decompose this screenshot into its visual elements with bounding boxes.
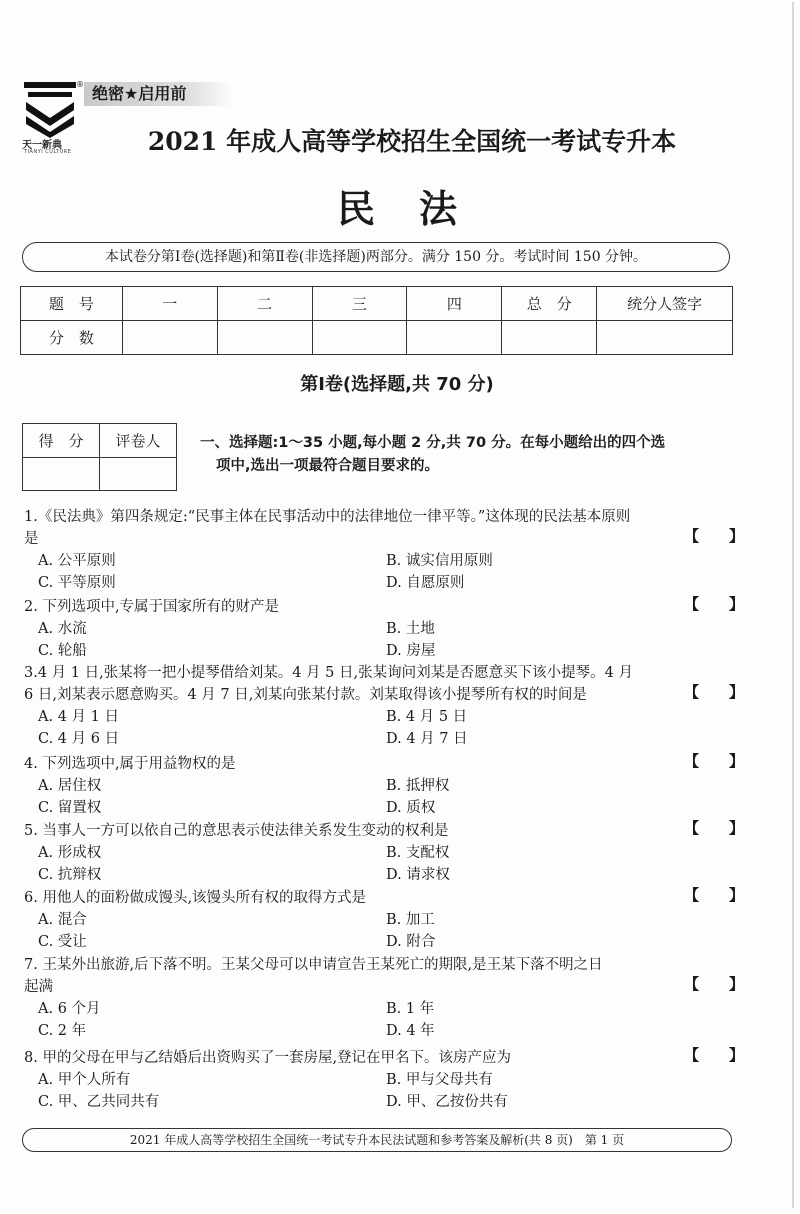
option-b[interactable]: B. 加工 bbox=[386, 912, 435, 928]
option-a[interactable]: A. 6 个月 bbox=[38, 1001, 101, 1017]
answer-bracket[interactable]: 【 】 bbox=[684, 1046, 745, 1064]
subject-title: 民法 bbox=[336, 187, 501, 231]
section-instructions-line1: 一、选择题:1～35 小题,每小题 2 分,共 70 分。在每小题给出的四个选 bbox=[200, 435, 666, 451]
question-stem: 3.4 月 1 日,张某将一把小提琴借给刘某。4 月 5 日,张某询问刘某是否愿意买下该小提琴。4 月 bbox=[24, 665, 633, 681]
grader-name-label: 评卷人 bbox=[100, 424, 177, 458]
option-c[interactable]: C. 平等原则 bbox=[38, 575, 116, 591]
option-b[interactable]: B. 支配权 bbox=[386, 845, 450, 861]
section-instructions bbox=[200, 432, 740, 478]
option-c[interactable]: C. 轮船 bbox=[38, 643, 87, 659]
score-cell[interactable] bbox=[597, 321, 733, 355]
option-c[interactable]: C. 4 月 6 日 bbox=[38, 731, 120, 747]
score-cell[interactable] bbox=[502, 321, 597, 355]
option-c[interactable]: C. 抗辩权 bbox=[38, 867, 102, 883]
option-a[interactable]: A. 4 月 1 日 bbox=[38, 709, 119, 725]
score-header-cell: 统分人签字 bbox=[597, 287, 733, 321]
question-stem: 7. 王某外出旅游,后下落不明。王某父母可以申请宣告王某死亡的期限,是王某下落不明之日 bbox=[24, 957, 603, 973]
question-stem: 1.《民法典》第四条规定:“民事主体在民事活动中的法律地位一律平等。”这体现的民法基本原则 bbox=[24, 509, 631, 525]
answer-bracket[interactable]: 【 】 bbox=[684, 683, 745, 701]
option-d[interactable]: D. 自愿原则 bbox=[386, 575, 465, 591]
score-header-cell: 题 号 bbox=[21, 287, 123, 321]
question-stem: 4. 下列选项中,属于用益物权的是 bbox=[24, 756, 236, 772]
option-a[interactable]: A. 居住权 bbox=[38, 778, 102, 794]
option-c[interactable]: C. 留置权 bbox=[38, 800, 102, 816]
answer-bracket[interactable]: 【 】 bbox=[684, 975, 745, 993]
question-stem: 2. 下列选项中,专属于国家所有的财产是 bbox=[24, 599, 280, 615]
option-a[interactable]: A. 形成权 bbox=[38, 845, 102, 861]
question-stem-cont: 6 日,刘某表示愿意购买。4 月 7 日,刘某向张某付款。刘某取得该小提琴所有权的时间是 bbox=[24, 687, 587, 703]
answer-bracket[interactable]: 【 】 bbox=[684, 752, 745, 770]
score-cell[interactable] bbox=[312, 321, 407, 355]
score-cell[interactable] bbox=[122, 321, 217, 355]
score-table bbox=[20, 286, 733, 355]
score-cell[interactable] bbox=[217, 321, 312, 355]
option-c[interactable]: C. 甲、乙共同共有 bbox=[38, 1094, 160, 1110]
question-stem: 6. 用他人的面粉做成馒头,该馒头所有权的取得方式是 bbox=[24, 890, 367, 906]
page-footer: 2021 年成人高等学校招生全国统一考试专升本民法试题和参考答案及解析(共 8 页) 第 1 页 bbox=[22, 1128, 732, 1152]
score-table-header-row bbox=[21, 287, 733, 321]
option-d[interactable]: D. 4 月 7 日 bbox=[386, 731, 468, 747]
question-stem-cont: 起满 bbox=[24, 979, 53, 995]
score-header-cell: 四 bbox=[407, 287, 502, 321]
exam-notice: 本试卷分第Ⅰ卷(选择题)和第Ⅱ卷(非选择题)两部分。满分 150 分。考试时间 150 分钟。 bbox=[22, 242, 730, 272]
option-d[interactable]: D. 房屋 bbox=[386, 643, 436, 659]
option-d[interactable]: D. 附合 bbox=[386, 934, 436, 950]
option-a[interactable]: A. 水流 bbox=[38, 621, 87, 637]
exam-title: 2021 年成人高等学校招生全国统一考试专升本 bbox=[147, 127, 677, 156]
question-stem-cont: 是 bbox=[24, 531, 39, 547]
volume-title: 第Ⅰ卷(选择题,共 70 分) bbox=[300, 374, 494, 395]
option-c[interactable]: C. 2 年 bbox=[38, 1023, 87, 1039]
answer-bracket[interactable]: 【 】 bbox=[684, 819, 745, 837]
question-stem: 5. 当事人一方可以依自己的意思表示使法律关系发生变动的权利是 bbox=[24, 823, 449, 839]
score-header-cell: 一 bbox=[122, 287, 217, 321]
option-d[interactable]: D. 请求权 bbox=[386, 867, 450, 883]
grader-name-cell[interactable] bbox=[100, 457, 177, 491]
score-row-label: 分 数 bbox=[21, 321, 123, 355]
score-header-cell: 三 bbox=[312, 287, 407, 321]
option-d[interactable]: D. 质权 bbox=[386, 800, 436, 816]
option-b[interactable]: B. 诚实信用原则 bbox=[386, 553, 493, 569]
logo-subtext: TIANYI CULTURE bbox=[24, 149, 72, 155]
question-stem: 8. 甲的父母在甲与乙结婚后出资购买了一套房屋,登记在甲名下。该房产应为 bbox=[24, 1050, 512, 1066]
exam-page bbox=[2, 2, 794, 1208]
option-b[interactable]: B. 抵押权 bbox=[386, 778, 450, 794]
option-a[interactable]: A. 混合 bbox=[38, 912, 87, 928]
answer-bracket[interactable]: 【 】 bbox=[684, 595, 745, 613]
option-b[interactable]: B. 甲与父母共有 bbox=[386, 1072, 493, 1088]
section-instructions-line2: 项中,选出一项最符合题目要求的。 bbox=[216, 458, 440, 474]
grader-score-cell[interactable] bbox=[23, 457, 100, 491]
score-table-value-row bbox=[21, 321, 733, 355]
score-header-cell: 总 分 bbox=[502, 287, 597, 321]
option-a[interactable]: A. 甲个人所有 bbox=[38, 1072, 131, 1088]
option-c[interactable]: C. 受让 bbox=[38, 934, 87, 950]
option-b[interactable]: B. 4 月 5 日 bbox=[386, 709, 468, 725]
option-a[interactable]: A. 公平原则 bbox=[38, 553, 116, 569]
option-d[interactable]: D. 甲、乙按份共有 bbox=[386, 1094, 508, 1110]
grader-table bbox=[22, 423, 177, 491]
option-d[interactable]: D. 4 年 bbox=[386, 1023, 435, 1039]
grader-score-label: 得 分 bbox=[23, 424, 100, 458]
logo-text: 天一新典 bbox=[22, 140, 62, 151]
secret-label: 绝密★启用前 bbox=[84, 82, 232, 106]
option-b[interactable]: B. 土地 bbox=[386, 621, 435, 637]
option-b[interactable]: B. 1 年 bbox=[386, 1001, 435, 1017]
answer-bracket[interactable]: 【 】 bbox=[684, 886, 745, 904]
registered-mark: ® bbox=[76, 80, 84, 89]
score-cell[interactable] bbox=[407, 321, 502, 355]
score-header-cell: 二 bbox=[217, 287, 312, 321]
answer-bracket[interactable]: 【 】 bbox=[684, 527, 745, 545]
